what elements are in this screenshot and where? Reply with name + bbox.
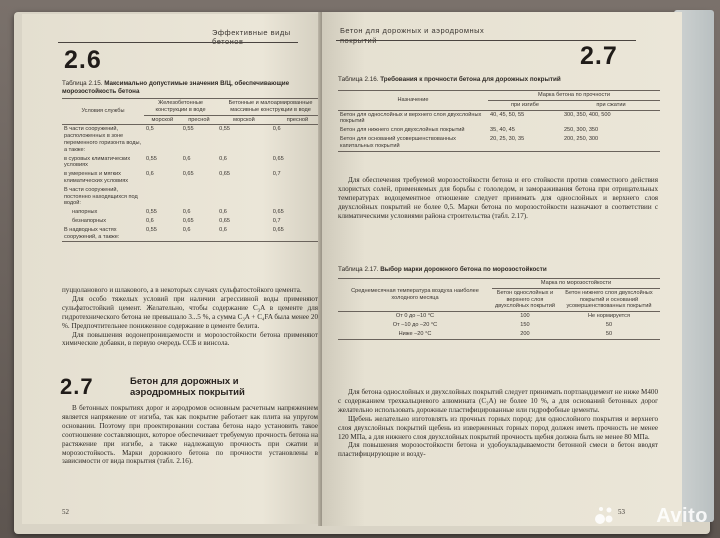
cell: 0,65 [219,171,230,178]
cell: 0,55 [146,155,157,162]
section2-title: Бетон для дорожных и аэродромных покрытий [130,376,245,398]
sub-fresh-1: пресной [188,116,210,123]
t16-caption-text: Требования к прочности бетона для дорожных покрытий [380,76,561,83]
cell: 200, 250, 300 [563,135,599,142]
cell: 0,6 [146,171,154,178]
section2-text [62,404,318,466]
table-row [62,155,322,171]
row-label: В надводных частях сооружений, а также: [64,226,120,240]
table-row [62,208,322,217]
cell: 0,65 [272,209,284,216]
cell: 200 [520,330,530,337]
table-2-17 [338,278,660,340]
t16-caption [338,76,658,84]
cell: 0,55 [146,226,157,233]
watermark: Avito [656,505,708,527]
t17-col-grade: Марка по морозостойкости [540,280,612,286]
t16-caption-label: Таблица 2.16. [338,76,379,83]
paragraph: Для повышения морозостойкости бетона и удобоукладываемости бетонной смеси в бетон вводят пластифицирующие и возду- [338,441,658,459]
row-label: В части сооружений, расположенных в зоне переменного горизонта воды, а также: [64,126,142,153]
cell: 0,6 [219,155,227,162]
row-label: От –10 до –20 °С [392,321,438,328]
table-row [338,110,660,126]
t17-caption-text: Выбор марки дорожного бетона по морозостойкости [380,266,547,273]
row-label: напорных [72,209,98,216]
t16-sub-comp: при сжатии [596,101,626,108]
table-row [338,330,660,339]
t16-sub-bend: при изгибе [511,101,539,108]
right-body-text [338,388,658,459]
row-label: в умеренных и мягких климатических условиях [64,171,129,184]
page-number-left: 52 [62,508,69,516]
running-head-right: Бетон для дорожных и аэродромных покрытий [340,26,485,45]
sub-sea-1: морской [151,116,174,123]
paragraph: Для повышения водонепроницаемости и морозостойкости бетона применяют химические добавки, в первую очередь ССБ и винсола. [62,330,318,348]
cell: 40, 45, 50, 55 [490,111,525,118]
left-page [22,14,322,524]
table-row [62,186,322,208]
avito-logo-icon [594,504,616,526]
table-row [62,226,322,242]
section-number: 2.6 [64,46,102,74]
table-row [62,170,322,186]
cell: 20, 25, 30, 35 [490,135,525,142]
cell: 0,7 [272,171,281,178]
cell: 0,65 [272,155,284,162]
table-row [338,321,660,330]
cell: 0,6 [219,226,227,233]
paragraph: пуццоланового и шлакового, а в некоторых случаях сульфатостойкого цемента. [62,286,302,294]
cell: 0,6 [272,126,281,133]
cell: 0,6 [146,217,154,224]
paragraph: Щебень желательно изготовлять из прочных горных пород: для однослойного покрытия и верхнего слоя двухслойных покрытий щебень из изверженных горных пород должен иметь прочность не менее 120 МПа, а для нижнего слоя двухслойных покрытий прочность щебня должна быть не менее 80 МПа. [338,414,658,441]
cell: 0,55 [219,126,230,133]
row-label: в суровых климатических условиях [64,155,131,169]
row-label: Ниже –20 °С [398,330,432,337]
row-label: В части сооружений, постоянно находящихся под водой: [64,186,138,207]
col-group2: Бетонные и малоармированные массивные конструкции в воде [228,100,313,113]
left-body-text [62,286,318,348]
row-label: безнапорных [72,217,107,224]
cell: 150 [520,321,530,328]
paragraph: Для бетона однослойных и двухслойных покрытий следует принимать портландцемент не ниже М400 с содержанием трехкальциевого алюмината (C₃A) не более 10 %, а для оснований бетонных дорог желательно использовать дорожные пластифицированные или гидрофобные цементы. [338,388,658,414]
table-caption [62,80,322,96]
t17-col-temp: Среднемесячная температура воздуха наиболее холодного месяца [351,288,479,302]
cell: 50 [605,330,613,337]
t16-col-purpose: Назначение [397,96,429,103]
section-number-right: 2.7 [580,42,618,70]
t16-col-grade: Марка бетона по прочности [537,92,611,98]
sub-fresh-2: пресной [286,116,309,123]
row-label: Бетон для однослойных и верхнего слоя двухслойных покрытий [340,111,482,125]
sub-sea-2: морской [233,116,255,123]
t17-caption [338,266,658,274]
cell: Не нормируется [587,313,630,320]
col-service: Условия службы [81,108,125,115]
table-2-16 [338,90,660,152]
cell: 50 [605,321,613,328]
row-label: От 0 до –10 °С [395,313,435,320]
cell: 0,65 [219,217,230,224]
right-paragraph-1 [338,176,658,221]
t17-caption-label: Таблица 2.17. [338,266,379,273]
cell: 300, 350, 400, 500 [563,111,611,118]
row-label: Бетон для нижнего слоя двухслойных покрытий [340,127,465,134]
cell: 0,7 [272,217,281,224]
row-label: Бетон для оснований усовершенствованных капитальных покрытий [340,135,456,149]
table-row [62,125,322,155]
t17-sub-lower: Бетон нижнего слоя двухслойных покрытий и оснований усовершенствованных покрытий [565,289,653,310]
table-2-15 [62,98,322,242]
cell: 0,55 [146,209,157,216]
paragraph: В бетонных покрытиях дорог и аэродромов основным расчетным напряжением является напряжение от изгиба, так как покрытие работает как плита на упругом основании. Поэтому при проектировании состава бетона надо установить такое соотношение составляющих, которое обеспечивает требуемую прочность бетона на растяжение при изгибе, а также надлежащую прочность при сжатии и морозостойкость. Марки дорожного бетона по прочности установлены в зависимости от вида покрытия (табл. 2.16). [62,404,318,466]
right-page [322,12,682,526]
cell: 0,55 [182,126,194,133]
section2-number: 2.7 [60,374,94,399]
table-caption-text: Максимально допустимые значения В/Ц, обеспечивающие морозостойкость бетона [62,80,290,95]
running-head-left: Эффективные виды бетонов [212,28,291,46]
paragraph: Для особо тяжелых условий при наличии агрессивной воды применяют сульфатостойкий цемент. Желательно, чтобы содержание C₃A в цементе для гидротехнического бетона не превышало 3...5 %, а сумма C₃A + C₄FA была менее 20 %. Предпочтительнее пониженное содержание в цементе белита. [62,294,318,330]
cell: 0,65 [272,226,284,233]
table-caption-label: Таблица 2.15. [62,80,103,87]
cell: 0,65 [182,217,194,224]
cell: 35, 40, 45 [490,127,515,134]
cell: 0,6 [182,226,191,233]
table-row [338,312,660,321]
table-row [338,135,660,151]
cell: 100 [520,313,530,320]
table-row [338,126,660,135]
cell: 250, 300, 350 [563,127,599,134]
cell: 0,6 [182,209,191,216]
cell: 0,65 [182,171,194,178]
page-number-right: 53 [618,508,625,516]
paragraph: Для обеспечения требуемой морозостойкости бетона и его стойкости против совместного действия хлористых солей, применяемых для борьбы с гололедом, и замораживания бетона при отрицательных температурах водоцементное отношение следует принимать для однослойных и верхнего слоя двухслойных покрытий не более 0,5. Марки бетона по морозостойкости назначают в соответствии с климатическими условиями района строительства (табл. 2.17). [338,176,658,220]
table-row [62,217,322,226]
t17-sub-upper: Бетон однослойных и верхнего слоя двухслойных покрытий [494,289,555,310]
cell: 0,6 [182,155,191,162]
cell: 0,5 [146,126,154,133]
col-group1: Железобетонные конструкции в воде [155,100,206,113]
cell: 0,6 [219,209,227,216]
